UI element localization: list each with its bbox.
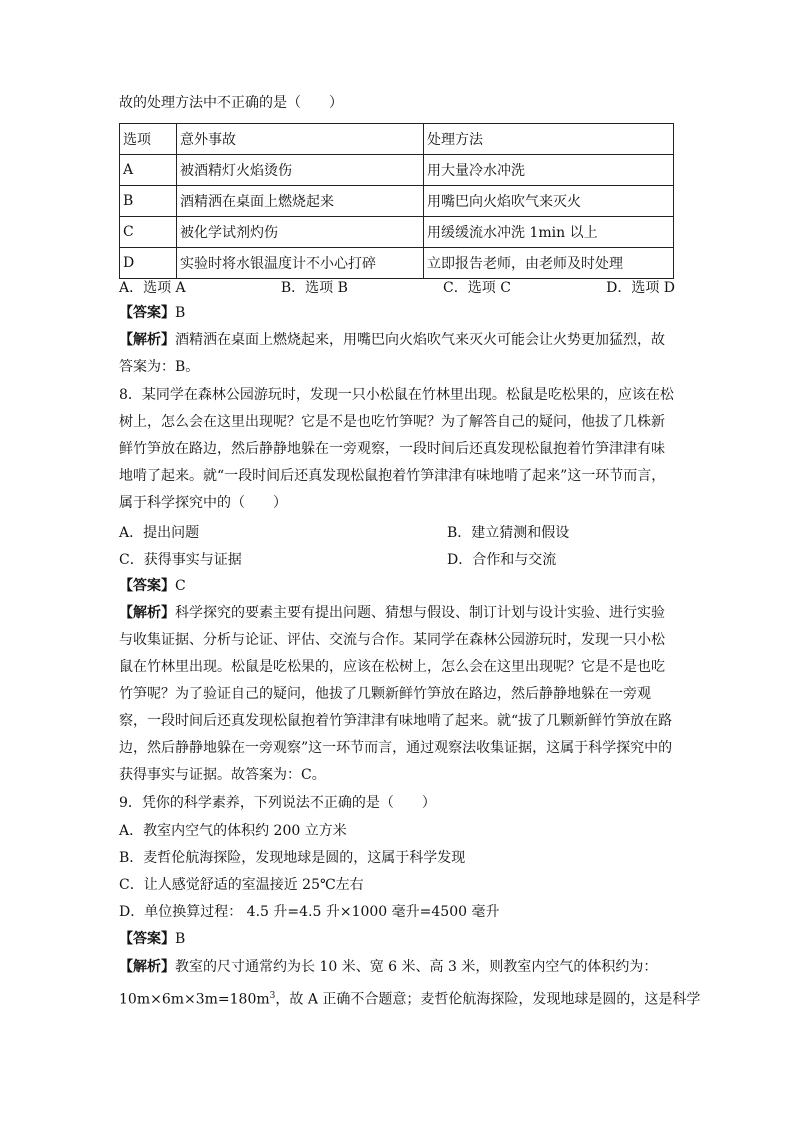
section-marker: 【答案】: [119, 305, 175, 321]
q8-analysis-line: 竹笋呢？为了验证自己的疑问，他拔了几颗新鲜竹笋放在路边，然后静静地躲在一旁观: [119, 686, 651, 702]
accident-table: [119, 123, 674, 279]
table-cell: 实验时将水银温度计不小心打碎: [177, 248, 424, 279]
q8-stem-line: 属于科学探究中的（ ）: [119, 495, 287, 511]
option-b: B．建立猜测和假设: [447, 525, 570, 541]
table-cell: 用嘴巴向火焰吹气来灭火: [424, 186, 674, 217]
q8-stem-line: 鲜竹笋放在路边，然后静静地躲在一旁观察，一段时间后还真发现松鼠抱着竹笋津津有味: [119, 441, 665, 457]
q8-stem-line: 树上，怎么会在这里出现呢？它是不是也吃竹笋呢？为了解答自己的疑问，他拔了几株新: [119, 414, 665, 430]
q9-analysis-line: 【解析】教室的尺寸通常约为长 10 米、宽 6 米、高 3 米，则教室内空气的体积约为：: [119, 959, 658, 975]
q9-analysis-line: [119, 986, 700, 1010]
section-marker: 【解析】: [119, 332, 175, 348]
section-marker: 【解析】: [119, 959, 175, 975]
table-header-row: [120, 124, 674, 155]
option-a: A．教室内空气的体积约 200 立方米: [119, 823, 347, 839]
option-c: C．获得事实与证据: [119, 552, 242, 568]
table-cell: B: [120, 186, 177, 217]
option-c: C．选项 C: [443, 280, 511, 296]
q8-analysis-line: 鼠在竹林里出现。松鼠是吃松果的，应该在松树上，怎么会在这里出现呢？它是不是也吃: [119, 659, 665, 675]
q7-stem: 故的处理方法中不正确的是（ ）: [119, 95, 343, 111]
q8-stem-line: 地啃了起来。就“一段时间后还真发现松鼠抱着竹笋津津有味地啃了起来”这一环节而言，: [119, 468, 666, 484]
q7-analysis-line: 答案为：B。: [119, 359, 200, 375]
table-header-cell: 处理方法: [424, 124, 674, 155]
table-row: [120, 217, 674, 248]
q7-analysis-line: 【解析】酒精洒在桌面上燃烧起来，用嘴巴向火焰吹气来灭火可能会让火势更加猛烈，故: [119, 332, 665, 348]
q9-answer: 【答案】B: [119, 931, 186, 947]
table-cell: C: [120, 217, 177, 248]
q8-stem-line: 8．某同学在森林公园游玩时，发现一只小松鼠在竹林里出现。松鼠是吃松果的，应该在松: [119, 387, 674, 403]
table-cell: A: [120, 155, 177, 186]
analysis-continuation: ，故 A 正确不合题意；麦哲伦航海探险，发现地球是圆的，这是科学: [275, 991, 701, 1008]
option-a: A．选项 A: [119, 280, 186, 296]
option-a: A．提出问题: [119, 525, 200, 541]
option-b: B．麦哲伦航海探险，发现地球是圆的，这属于科学发现: [119, 850, 466, 866]
option-b: B．选项 B: [280, 280, 348, 296]
table-cell: 酒精洒在桌面上燃烧起来: [177, 186, 424, 217]
table-cell: 用缓缓流水冲洗 1min 以上: [424, 217, 674, 248]
table-cell: D: [120, 248, 177, 279]
q8-analysis-line: 与收集证据、分析与论证、评估、交流与合作。某同学在森林公园游玩时，发现一只小松: [119, 632, 665, 648]
option-c: C．让人感觉舒适的室温接近 25℃左右: [119, 877, 364, 893]
table-row: [120, 186, 674, 217]
q8-analysis-line: 边，然后静静地躲在一旁观察”这一环节而言，通过观察法收集证据，这属于科学探究中的: [119, 740, 673, 756]
q8-analysis-line: 获得事实与证据。故答案为：C。: [119, 767, 326, 783]
q7-answer: 【答案】B: [119, 305, 186, 321]
table-cell: 用大量冷水冲洗: [424, 155, 674, 186]
q9-stem: 9．凭你的科学素养，下列说法不正确的是（ ）: [119, 795, 436, 811]
option-d: D．合作和与交流: [447, 552, 557, 568]
q8-answer: 【答案】C: [119, 578, 186, 594]
table-header-cell: 意外事故: [177, 124, 424, 155]
cubic-superscript: 3: [269, 991, 276, 1001]
table-cell: 被酒精灯火焰烫伤: [177, 155, 424, 186]
section-marker: 【答案】: [119, 578, 175, 594]
table-row: [120, 248, 674, 279]
q7-options: [119, 277, 675, 297]
option-d: D．单位换算过程： 4.5 升=4.5 升×1000 毫升=4500 毫升: [119, 904, 500, 920]
q8-analysis-line: 察，一段时间后还真发现松鼠抱着竹笋津津有味地啃了起来。就“拔了几颗新鲜竹笋放在路: [119, 713, 673, 729]
section-marker: 【答案】: [119, 931, 175, 947]
table-header-cell: 选项: [120, 124, 177, 155]
section-marker: 【解析】: [119, 605, 175, 621]
table-cell: 立即报告老师，由老师及时处理: [424, 248, 674, 279]
option-d: D．选项 D: [606, 280, 675, 296]
table-cell: 被化学试剂灼伤: [177, 217, 424, 248]
volume-calculation: 10m×6m×3m=180m: [119, 991, 270, 1008]
table-row: [120, 155, 674, 186]
q8-analysis-line: 【解析】科学探究的要素主要有提出问题、猜想与假设、制订计划与设计实验、进行实验: [119, 605, 665, 621]
